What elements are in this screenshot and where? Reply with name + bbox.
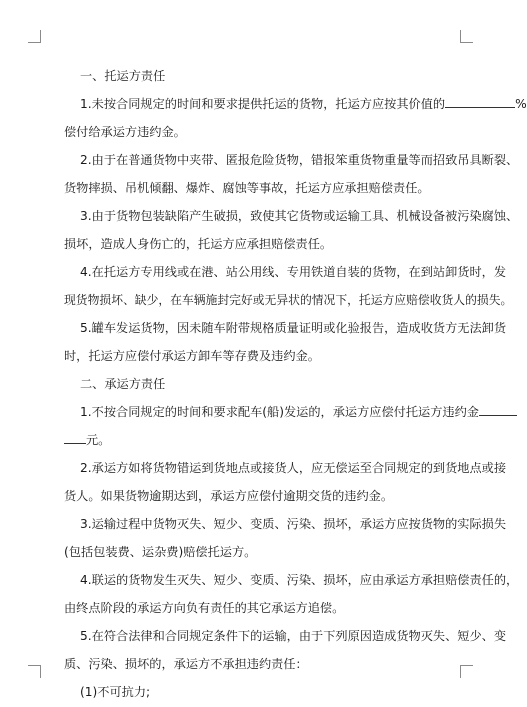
paragraph-line: 3.由于货物包装缺陷产生破损，致使其它货物或运输工具、机械设备被污染腐蚀、 — [80, 209, 519, 223]
paragraph-line: 2.由于在普通货物中夹带、匿报危险货物，错报笨重货物重量等而招致吊具断裂、 — [80, 153, 519, 167]
paragraph-line — [64, 90, 527, 118]
section-heading-carrier: 二、承运方责任 — [80, 377, 166, 391]
paragraph-line: 时，托运方应偿付承运方卸车等存费及违约金。 — [64, 349, 320, 363]
paragraph-line: 货物摔损、吊机倾翻、爆炸、腐蚀等事故，托运方应承担赔偿责任。 — [64, 181, 430, 195]
paragraph-line: 5.在符合法律和合同规定条件下的运输，由于下列原因造成货物灭失、短少、变 — [80, 629, 507, 643]
paragraph-line: 偿付给承运方违约金。 — [64, 125, 186, 139]
crop-mark-top-left — [28, 30, 41, 43]
text-span: % — [515, 97, 527, 111]
paragraph-line: 由终点阶段的承运方向负有责任的其它承运方追偿。 — [64, 601, 345, 615]
paragraph-line: 2.承运方如将货物错运到货地点或接货人，应无偿运至合同规定的到货地点或接 — [80, 461, 507, 475]
paragraph-line: 4.在托运方专用线或在港、站公用线、专用铁道自装的货物，在到站卸货时，发 — [80, 265, 507, 279]
text-span: 1.不按合同规定的时间和要求配车(船)发运的，承运方应偿付托运方违约金 — [80, 405, 479, 419]
crop-mark-top-right — [460, 30, 473, 43]
section-heading-shipper: 一、托运方责任 — [80, 69, 166, 83]
paragraph-line: 现货物损坏、缺少，在车辆施封完好或无异状的情况下，托运方应赔偿收货人的损失。 — [64, 293, 513, 307]
text-span: 元。 — [86, 433, 111, 447]
paragraph-line: 4.联运的货物发生灭失、短少、变质、污染、损坏，应由承运方承担赔偿责任的， — [80, 573, 519, 587]
crop-mark-bottom-left — [28, 665, 41, 678]
fill-blank — [479, 403, 517, 416]
fill-blank — [445, 95, 515, 108]
paragraph-line: 5.罐车发运货物，因未随车附带规格质量证明或化验报告，造成收货方无法卸货 — [80, 321, 507, 335]
paragraph-line — [64, 426, 448, 454]
document-body — [64, 62, 527, 706]
paragraph-line: 损坏，造成人身伤亡的，托运方应承担赔偿责任。 — [64, 237, 333, 251]
paragraph-line: 3.运输过程中货物灭失、短少、变质、污染、损坏，承运方应按货物的实际损失 — [80, 517, 507, 531]
paragraph-line — [64, 398, 479, 426]
paragraph-line: 质、污染、损坏的，承运方不承担违约责任： — [64, 657, 308, 671]
paragraph-line: 货人。如果货物逾期达到，承运方应偿付逾期交货的违约金。 — [64, 489, 394, 503]
fill-blank — [64, 431, 86, 444]
list-item: (1)不可抗力; — [80, 685, 151, 699]
crop-mark-bottom-right — [460, 665, 473, 678]
paragraph-line: (包括包装费、运杂费)赔偿托运方。 — [64, 545, 257, 559]
text-span: 1.未按合同规定的时间和要求提供托运的货物，托运方应按其价值的 — [80, 97, 446, 111]
